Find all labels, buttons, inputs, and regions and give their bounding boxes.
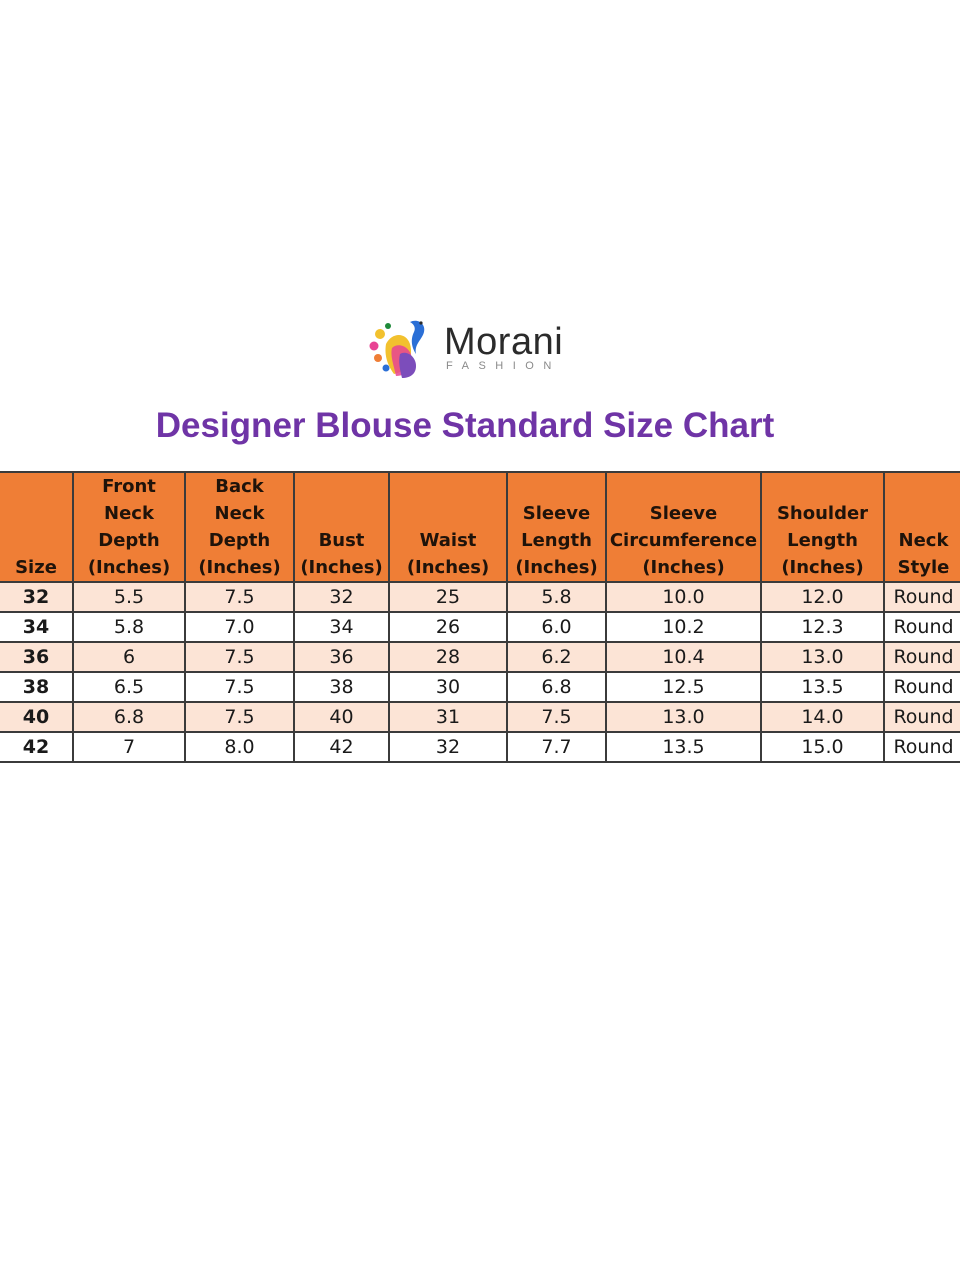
- waist-cell: 31: [389, 702, 507, 732]
- table-row: [0, 732, 960, 762]
- brand-logo: [366, 314, 576, 384]
- sleeve-circumference-cell: 13.0: [606, 702, 761, 732]
- header-shoulder-length: Shoulder Length (Inches): [761, 472, 884, 582]
- waist-cell: 30: [389, 672, 507, 702]
- table-row: [0, 612, 960, 642]
- page-title: Designer Blouse Standard Size Chart: [155, 406, 775, 445]
- neck-style-cell: Round: [884, 672, 960, 702]
- back-neck-depth-cell: 7.5: [185, 672, 294, 702]
- shoulder-length-cell: 13.5: [761, 672, 884, 702]
- waist-cell: 28: [389, 642, 507, 672]
- bust-cell: 42: [294, 732, 389, 762]
- sleeve-length-cell: 7.7: [507, 732, 606, 762]
- size-cell: 32: [0, 582, 73, 612]
- front-neck-depth-cell: 7: [73, 732, 185, 762]
- neck-style-cell: Round: [884, 642, 960, 672]
- neck-style-cell: Round: [884, 582, 960, 612]
- table-header-row: [0, 472, 960, 582]
- header-back-neck-depth: Back Neck Depth (Inches): [185, 472, 294, 582]
- sleeve-circumference-cell: 12.5: [606, 672, 761, 702]
- size-cell: 34: [0, 612, 73, 642]
- back-neck-depth-cell: 7.5: [185, 582, 294, 612]
- brand-name: Morani: [444, 321, 564, 363]
- table-row: [0, 642, 960, 672]
- bust-cell: 32: [294, 582, 389, 612]
- bust-cell: 38: [294, 672, 389, 702]
- size-cell: 42: [0, 732, 73, 762]
- shoulder-length-cell: 12.3: [761, 612, 884, 642]
- table-row: [0, 582, 960, 612]
- bust-cell: 36: [294, 642, 389, 672]
- front-neck-depth-cell: 6: [73, 642, 185, 672]
- back-neck-depth-cell: 7.5: [185, 642, 294, 672]
- shoulder-length-cell: 15.0: [761, 732, 884, 762]
- header-size: Size: [0, 472, 73, 582]
- front-neck-depth-cell: 5.8: [73, 612, 185, 642]
- table-row: [0, 672, 960, 702]
- front-neck-depth-cell: 6.8: [73, 702, 185, 732]
- sleeve-circumference-cell: 10.2: [606, 612, 761, 642]
- size-chart-table: [0, 471, 960, 763]
- header-bust: Bust (Inches): [294, 472, 389, 582]
- header-sleeve-length: Sleeve Length (Inches): [507, 472, 606, 582]
- front-neck-depth-cell: 6.5: [73, 672, 185, 702]
- sleeve-length-cell: 6.0: [507, 612, 606, 642]
- sleeve-length-cell: 6.8: [507, 672, 606, 702]
- header-sleeve-circumference: Sleeve Circumference (Inches): [606, 472, 761, 582]
- neck-style-cell: Round: [884, 702, 960, 732]
- waist-cell: 32: [389, 732, 507, 762]
- sleeve-length-cell: 6.2: [507, 642, 606, 672]
- header-neck-style: Neck Style: [884, 472, 960, 582]
- sleeve-length-cell: 5.8: [507, 582, 606, 612]
- bust-cell: 40: [294, 702, 389, 732]
- shoulder-length-cell: 14.0: [761, 702, 884, 732]
- neck-style-cell: Round: [884, 612, 960, 642]
- back-neck-depth-cell: 8.0: [185, 732, 294, 762]
- table-row: [0, 702, 960, 732]
- sleeve-length-cell: 7.5: [507, 702, 606, 732]
- size-cell: 36: [0, 642, 73, 672]
- shoulder-length-cell: 12.0: [761, 582, 884, 612]
- front-neck-depth-cell: 5.5: [73, 582, 185, 612]
- size-cell: 40: [0, 702, 73, 732]
- neck-style-cell: Round: [884, 732, 960, 762]
- header-waist: Waist (Inches): [389, 472, 507, 582]
- bust-cell: 34: [294, 612, 389, 642]
- sleeve-circumference-cell: 13.5: [606, 732, 761, 762]
- sleeve-circumference-cell: 10.4: [606, 642, 761, 672]
- waist-cell: 25: [389, 582, 507, 612]
- header-front-neck-depth: Front Neck Depth (Inches): [73, 472, 185, 582]
- shoulder-length-cell: 13.0: [761, 642, 884, 672]
- size-cell: 38: [0, 672, 73, 702]
- sleeve-circumference-cell: 10.0: [606, 582, 761, 612]
- back-neck-depth-cell: 7.5: [185, 702, 294, 732]
- waist-cell: 26: [389, 612, 507, 642]
- peacock-logo-icon: [366, 314, 436, 384]
- brand-tagline: FASHION: [446, 360, 561, 372]
- back-neck-depth-cell: 7.0: [185, 612, 294, 642]
